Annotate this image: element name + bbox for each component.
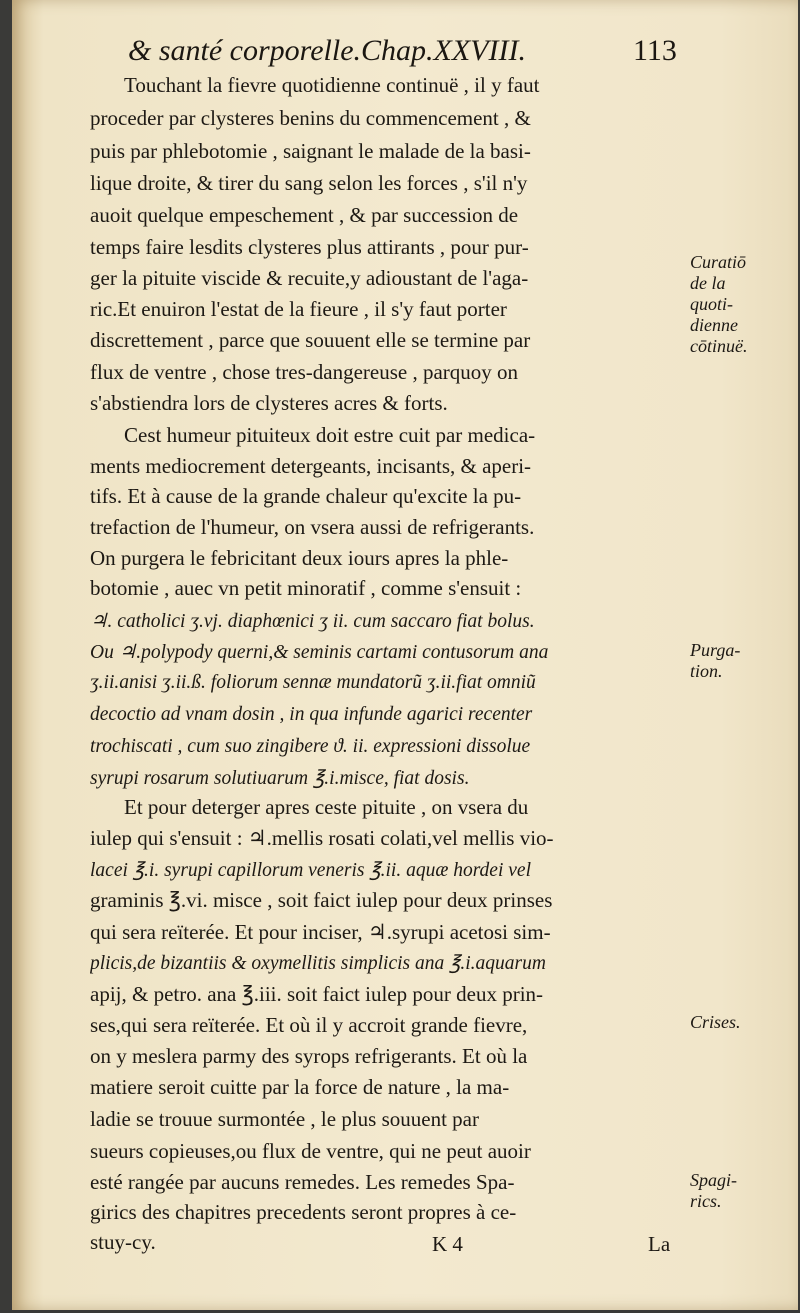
body-line: flux de ventre , chose tres-dangereuse , parquoy on <box>90 360 519 384</box>
page-number: 113 <box>633 34 677 67</box>
margin-note-line: quoti- <box>690 294 733 314</box>
body-line: matiere seroit cuitte par la force de nature , la ma- <box>90 1075 510 1099</box>
body-line: discrettement , parce que souuent elle se termine par <box>90 328 531 352</box>
margin-note-line: rics. <box>690 1191 722 1211</box>
margin-note-line: Curatiō <box>690 252 747 272</box>
body-line: ments mediocrement detergeants, incisants, & aperi- <box>90 454 532 478</box>
body-line: temps faire lesdits clysteres plus attirants , pour pur- <box>90 235 529 259</box>
body-line: Touchant la fievre quotidienne continuë , il y faut <box>124 73 540 97</box>
body-line: ses,qui sera reïterée. Et où il y accroit grande fievre, <box>90 1013 528 1037</box>
body-line: ʒ.ii.anisi ʒ.ii.ß. foliorum sennæ mundatorũ ʒ.ii.fiat omniũ <box>90 672 536 693</box>
body-line: lacei ℥.i. syrupi capillorum veneris ℥.ii. aquæ hordei vel <box>90 860 531 881</box>
body-line: qui sera reïterée. Et pour inciser, ♃.syrupi acetosi sim- <box>90 920 551 944</box>
margin-note-line: Purga- <box>690 640 741 660</box>
body-line: syrupi rosarum solutiuarum ℥.i.misce, fiat dosis. <box>90 768 470 789</box>
book-page <box>12 0 798 1310</box>
body-line: graminis ℥.vi. misce , soit faict iulep pour deux prinses <box>90 888 553 912</box>
margin-note-line: Spagi- <box>690 1170 737 1190</box>
body-line: proceder par clysteres benins du commencement , & <box>90 106 531 130</box>
body-line: girics des chapitres precedents seront propres à ce- <box>90 1200 517 1224</box>
margin-note-crises <box>690 1012 800 1033</box>
body-line: lique droite, & tirer du sang selon les forces , s'il n'y <box>90 171 528 195</box>
body-line: puis par phlebotomie , saignant le malade de la basi- <box>90 139 531 163</box>
margin-note-curation <box>690 252 800 357</box>
body-line: tifs. Et à cause de la grande chaleur qu'excite la pu- <box>90 484 522 508</box>
body-line: apij, & petro. ana ℥.iii. soit faict iulep pour deux prin- <box>90 982 544 1006</box>
body-line: on y meslera parmy des syrops refrigerants. Et où la <box>90 1044 528 1068</box>
margin-note-line: de la <box>690 273 726 293</box>
body-line: trefaction de l'humeur, on vsera aussi de refrigerants. <box>90 515 535 539</box>
body-line: stuy-cy. <box>90 1230 156 1254</box>
body-line: s'abstiendra lors de clysteres acres & forts. <box>90 391 448 415</box>
body-line: ric.Et enuiron l'estat de la fieure , il s'y faut porter <box>90 297 507 321</box>
margin-note-spagirics <box>690 1170 800 1212</box>
body-line: esté rangée par aucuns remedes. Les remedes Spa- <box>90 1170 515 1194</box>
body-line: ladie se trouue surmontée , le plus souuent par <box>90 1107 479 1131</box>
body-line: botomie , auec vn petit minoratif , comme s'ensuit : <box>90 576 522 600</box>
body-line: Cest humeur pituiteux doit estre cuit par medica- <box>124 423 536 447</box>
body-line: Ou ♃.polypody querni,& seminis cartami contusorum ana <box>90 642 549 663</box>
running-title: & santé corporelle.Chap.XXVIII. <box>128 34 526 67</box>
body-line: plicis,de bizantiis & oxymellitis simplicis ana ℥.i.aquarum <box>90 953 546 974</box>
margin-note-purgation <box>690 640 800 682</box>
body-line: sueurs copieuses,ou flux de ventre, qui ne peut auoir <box>90 1139 531 1163</box>
margin-note-line: Crises. <box>690 1012 741 1032</box>
signature-mark: K 4 <box>432 1232 463 1256</box>
margin-note-line: tion. <box>690 661 723 681</box>
body-line: trochiscati , cum suo zingibere ϑ. ii. expressioni dissolue <box>90 736 531 757</box>
body-line: decoctio ad vnam dosin , in qua infunde agarici recenter <box>90 704 533 725</box>
catchword: La <box>648 1232 671 1256</box>
body-line: iulep qui s'ensuit : ♃.mellis rosati colati,vel mellis vio- <box>90 826 554 850</box>
margin-note-line: dienne <box>690 315 738 335</box>
margin-note-line: cōtinuë. <box>690 336 748 356</box>
body-line: Et pour deterger apres ceste pituite , on vsera du <box>124 795 529 819</box>
running-header <box>128 34 688 74</box>
body-line: ger la pituite viscide & recuite,y adioustant de l'aga- <box>90 266 529 290</box>
body-line: On purgera le febricitant deux iours apres la phle- <box>90 546 509 570</box>
body-line: ♃. catholici ʒ.vj. diaphœnici ʒ ii. cum saccaro fiat bolus. <box>90 611 535 632</box>
body-line: auoit quelque empeschement , & par succession de <box>90 203 519 227</box>
